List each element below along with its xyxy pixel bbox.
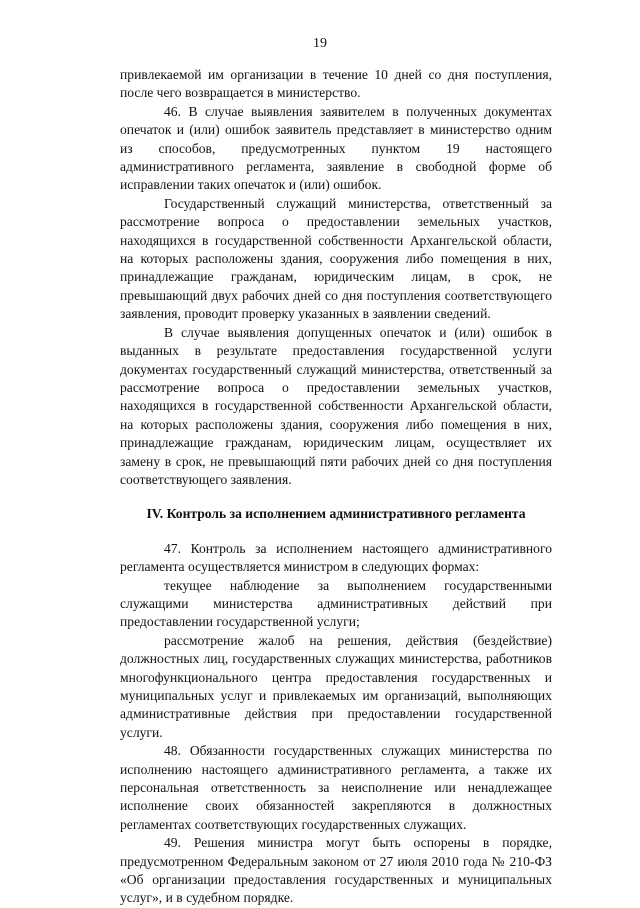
paragraph-47-form-2: рассмотрение жалоб на решения, действия (бездействие) должностных лиц, государственных служащих министерства, работников многофункционального центра предоставления государственных и муниципальных услуг и привлекаемых им организаций, выполняющих административные действия при предоставлении государственной услуги.: [120, 632, 552, 740]
paragraph-continuation: привлекаемой им организации в течение 10 дней со дня поступления, после чего возвращается в министерство.: [120, 67, 552, 101]
paragraph-49: 49. Решения министра могут быть оспорены в порядке, предусмотренном Федеральным законом от 27 июля 2010 года № 210-ФЗ «Об организации предоставления государственных и муниципальных услуг», и в судебном порядке.: [120, 835, 552, 906]
paragraph-47-form-1: текущее наблюдение за выполнением государственными служащими министерства административных действий при предоставлении государственной услуги;: [120, 577, 552, 630]
paragraph-47: 47. Контроль за исполнением настоящего административного регламента осуществляется министром в следующих формах:: [120, 540, 552, 575]
document-body: [120, 66, 552, 908]
paragraph-check: Государственный служащий министерства, ответственный за рассмотрение вопроса о предоставлении земельных участков, находящихся в государственной собственности Архангельской области, на которых расположены здания, сооружения либо помещения в них, принадлежащие гражданам, юридическим лицам, в срок, не превышающий двух рабочих дней со дня поступления соответствующего заявления, проводит проверку указанных в заявлении сведений.: [120, 195, 552, 322]
paragraph-correction: В случае выявления допущенных опечаток и (или) ошибок в выданных в результате предоставления государственной услуги документах государственный служащий министерства, ответственный за рассмотрение вопроса о предоставлении земельных участков, находящихся в государственной собственности Архангельской области, на которых расположены здания, сооружения либо помещения в них, принадлежащие гражданам, юридическим лицам, осуществляет их замену в срок, не превышающий пяти рабочих дней со дня поступления соответствующего заявления.: [120, 324, 552, 487]
section-heading: IV. Контроль за исполнением административного регламента: [146, 506, 526, 522]
paragraph-46: 46. В случае выявления заявителем в полученных документах опечаток и (или) ошибок заявитель представляет в министерство одним из способов, предусмотренных пунктом 19 настоящего административного регламента, заявление в свободной форме об исправлении таких опечаток и (или) ошибок.: [120, 103, 552, 193]
page-number: 19: [313, 36, 327, 51]
paragraph-48: 48. Обязанности государственных служащих министерства по исполнению настоящего административного регламента, а также их персональная ответственность за неисполнение или ненадлежащее исполнение своих обязанностей закрепляются в должностных регламентах соответствующих государственных служащих.: [120, 743, 552, 832]
